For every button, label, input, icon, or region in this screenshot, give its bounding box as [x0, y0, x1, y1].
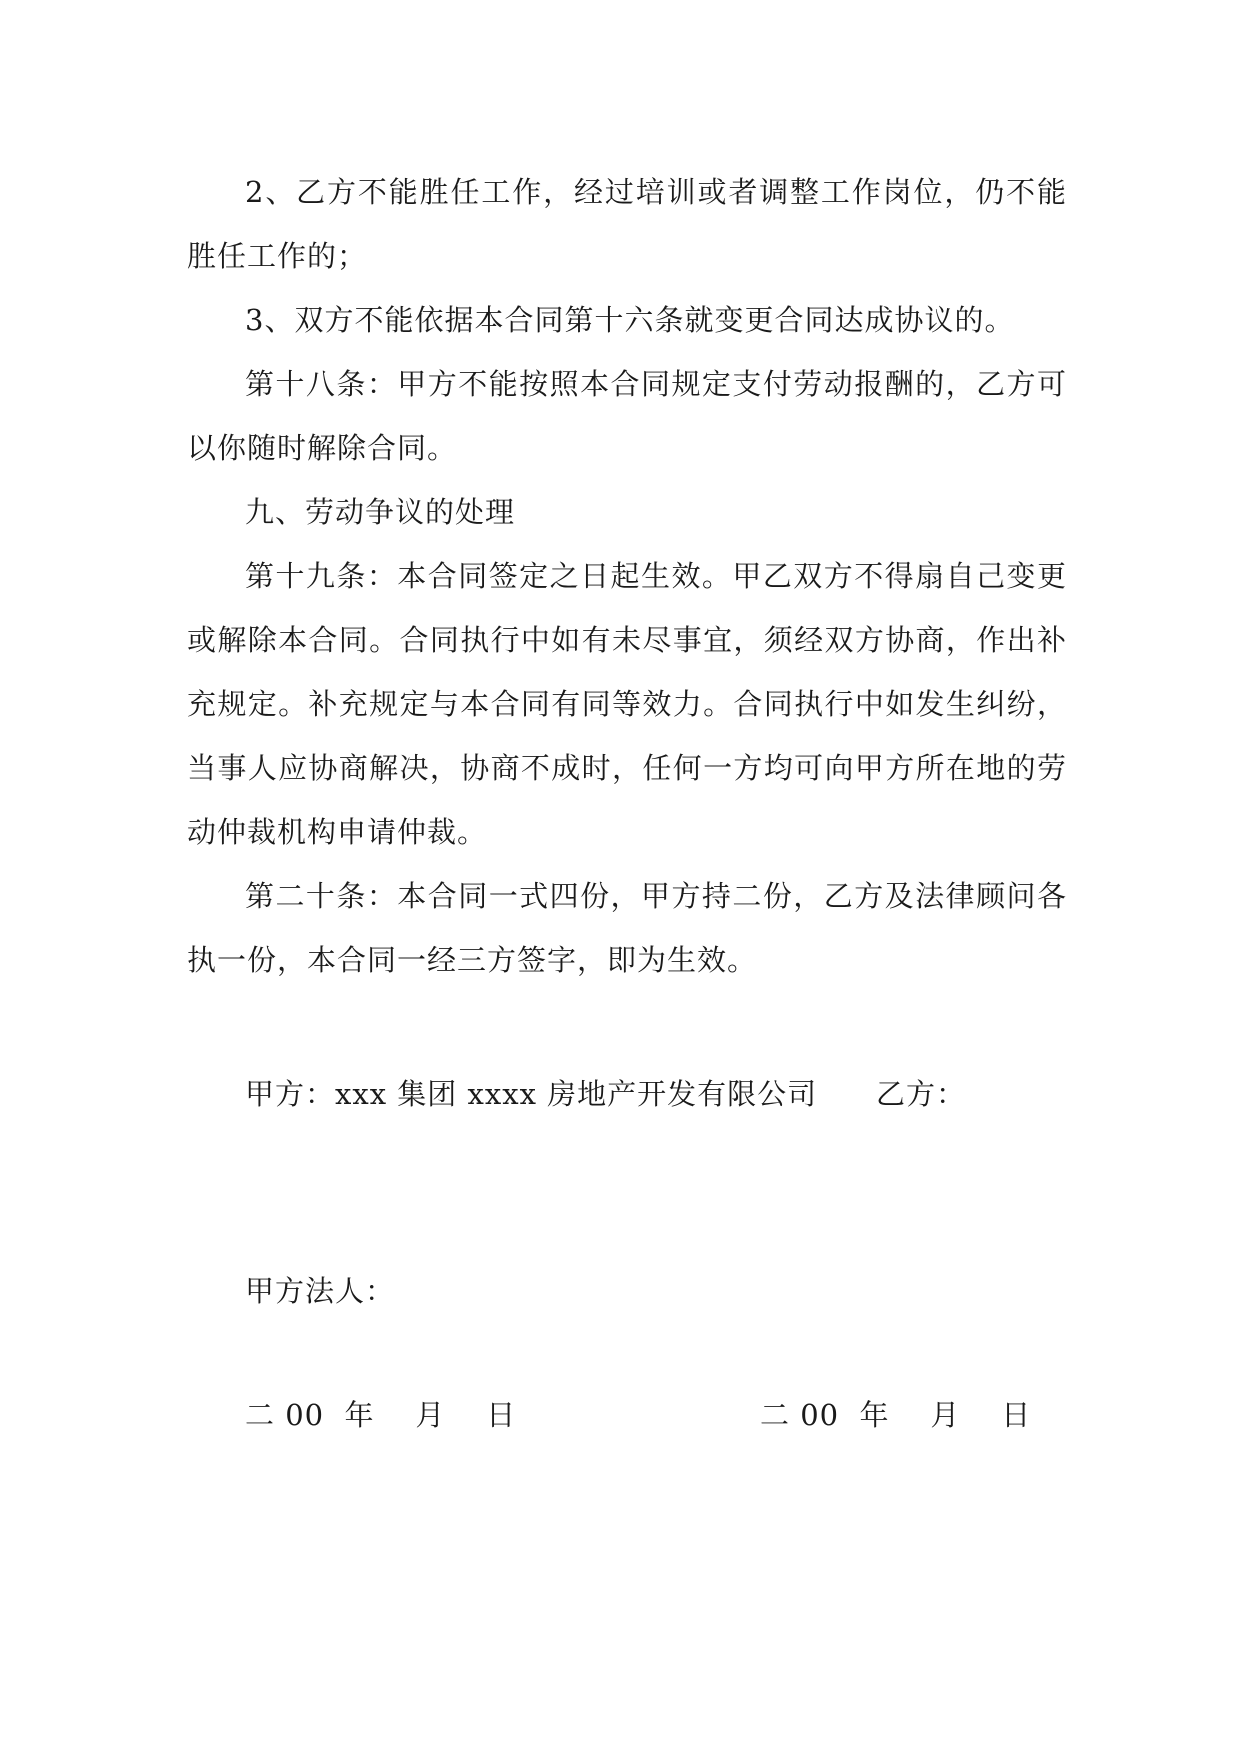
clause-paragraph: 2、乙方不能胜任工作，经过培训或者调整工作岗位，仍不能胜任工作的； [187, 175, 1067, 273]
party-a-signature: 甲方：xxx 集团 xxxx 房地产开发有限公司 [245, 1077, 818, 1111]
party-b-date: 二 00 年 月 日 [760, 1398, 1032, 1432]
contract-body [187, 160, 1067, 992]
clause-paragraph: 第二十条：本合同一式四份，甲方持二份，乙方及法律顾问各执一份，本合同一经三方签字，即为生效。 [187, 879, 1067, 977]
party-b-signature: 乙方： [876, 1077, 967, 1111]
clause-paragraph: 第十八条：甲方不能按照本合同规定支付劳动报酬的，乙方可以你随时解除合同。 [187, 367, 1067, 465]
party-a-date: 二 00 年 月 日 [245, 1398, 517, 1432]
party-a-legal-rep: 甲方法人： [245, 1274, 396, 1308]
clause-paragraph: 3、双方不能依据本合同第十六条就变更合同达成协议的。 [245, 303, 1015, 337]
section-heading: 九、劳动争议的处理 [245, 495, 516, 529]
clause-paragraph: 第十九条：本合同签定之日起生效。甲乙双方不得扇自己变更或解除本合同。合同执行中如有未尽事宜，须经双方协商，作出补充规定。补充规定与本合同有同等效力。合同执行中如发生纠纷，当事人应协商解决，协商不成时，任何一方均可向甲方所在地的劳动仲裁机构申请仲裁。 [187, 559, 1067, 849]
